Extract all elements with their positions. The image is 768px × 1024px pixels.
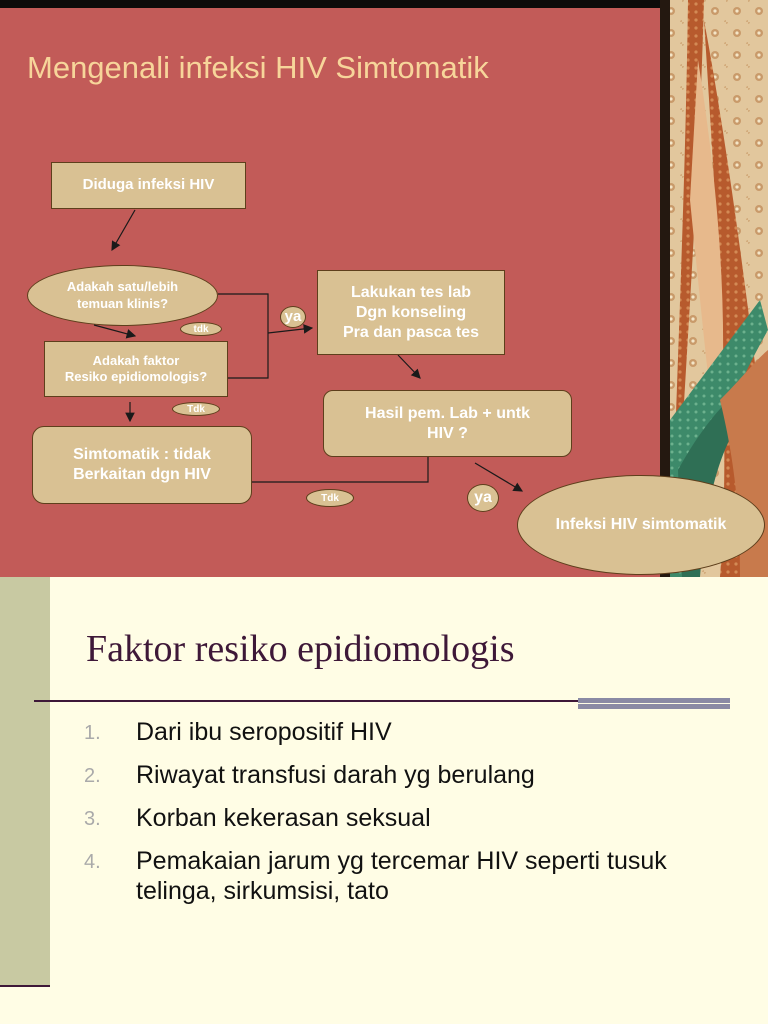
risk-factor-list — [84, 717, 734, 919]
list-item — [84, 717, 734, 747]
title-accent-bar — [578, 698, 730, 709]
list-item-text: Dari ibu seropositif HIV — [136, 718, 392, 746]
label-ya-2: ya — [467, 484, 499, 512]
label-tdk-2: Tdk — [172, 402, 220, 416]
list-item — [84, 803, 734, 833]
list-item-number: 4. — [84, 851, 101, 873]
list-item-number: 3. — [84, 808, 101, 830]
list-item-number: 2. — [84, 765, 101, 787]
arrow-ya-to-lakukan-tes — [268, 328, 312, 333]
node-hasil-pemeriksaan: Hasil pem. Lab + untk HIV ? — [323, 390, 572, 457]
arrow-temuan-to-faktor — [94, 325, 135, 336]
node-diduga-infeksi: Diduga infeksi HIV — [51, 162, 246, 209]
title-underline — [34, 700, 578, 702]
slide-1-title: Mengenali infeksi HIV Simtomatik — [27, 50, 489, 85]
list-item — [84, 760, 734, 790]
list-item-text: Pemakaian jarum yg tercemar HIV seperti tusuk telinga, sirkumsisi, tato — [136, 847, 667, 905]
list-item — [84, 846, 734, 906]
node-simtomatik-tidak: Simtomatik : tidak Berkaitan dgn HIV — [32, 426, 252, 504]
left-accent-line — [0, 985, 50, 987]
node-infeksi-hiv-simtomatik: Infeksi HIV simtomatik — [517, 475, 765, 575]
node-faktor-resiko: Adakah faktor Resiko epidiomologis? — [44, 341, 228, 397]
node-temuan-klinis: Adakah satu/lebih temuan klinis? — [27, 265, 218, 326]
connector-hasil-tdk — [252, 457, 428, 482]
slide-2-title: Faktor resiko epidiomologis — [86, 628, 515, 670]
label-tdk-1: tdk — [180, 322, 222, 336]
list-item-text: Riwayat transfusi darah yg berulang — [136, 761, 535, 789]
left-accent-strip — [0, 577, 50, 987]
list-item-number: 1. — [84, 722, 101, 744]
node-lakukan-tes-lab: Lakukan tes lab Dgn konseling Pra dan pasca tes — [317, 270, 505, 355]
arrow-diduga-to-temuan — [112, 210, 135, 250]
arrow-lakukan-to-hasil — [398, 355, 420, 378]
label-tdk-3: Tdk — [306, 489, 354, 507]
list-item-text: Korban kekerasan seksual — [136, 804, 431, 832]
slide-2 — [0, 577, 768, 1024]
label-ya-1: ya — [280, 306, 306, 328]
